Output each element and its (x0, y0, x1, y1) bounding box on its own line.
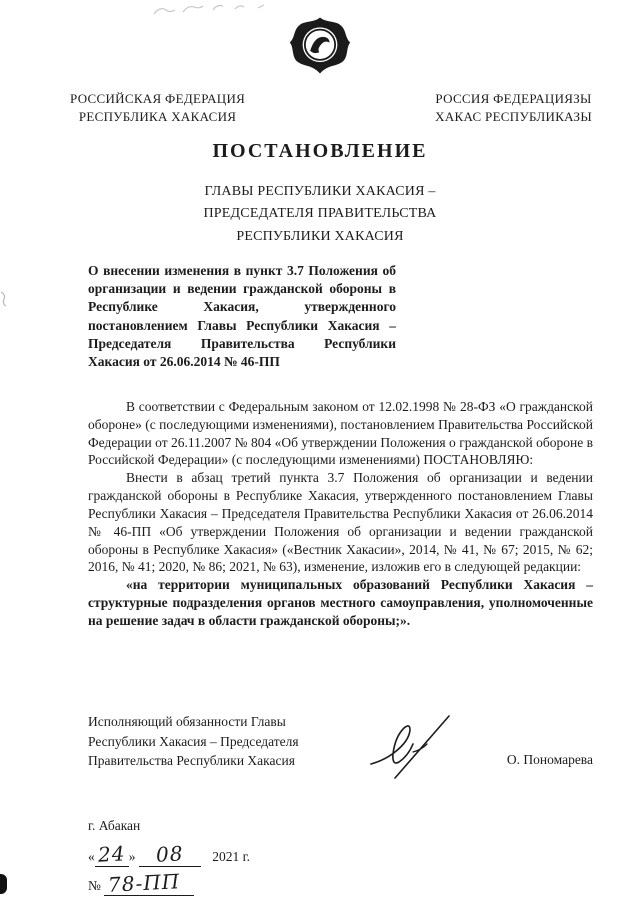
issuing-authority (0, 181, 640, 248)
header-russian (70, 90, 245, 125)
handwritten-day: 24 (97, 841, 127, 867)
body-paragraph-1: В соответствии с Федеральным законом от 12.02.1998 № 28-ФЗ «О гражданской обороне» (с последующими изменениями), постановлением Правительства Российской Федерации от 26.11.2007 № 804 «Об утверждении Положения о гражданской обороне в Российской Федерации» (с последующими изменениями) ПОСТАНОВЛЯЮ: (88, 399, 593, 468)
authority-line3: РЕСПУБЛИКИ ХАКАСИЯ (236, 228, 404, 244)
handwritten-month: 08 (155, 841, 185, 867)
date-year: 2021 г. (212, 849, 251, 864)
signer-position (88, 712, 333, 771)
scan-ink-blot (0, 874, 7, 894)
header-russian-line2: РЕСПУБЛИКА ХАКАСИЯ (78, 108, 237, 124)
signer-position-line2: Республики Хакасия – Председателя (88, 733, 299, 749)
signer-position-line3: Правительства Республики Хакасия (88, 753, 295, 769)
document-body (88, 398, 593, 630)
pencil-annotation (150, 2, 280, 22)
header-khakas (435, 90, 592, 125)
body-paragraph-2: Внести в абзац третий пункта 3.7 Положения об организации и ведении гражданской обороны в Республике Хакасия, утвержденного постановлением Главы Республики Хакасия – Председателя Правительства Республики Хакасия от 26.06.2014 № 46-ПП «Об утверждении Положения об организации и ведении гражданской обороны в Республике Хакасия» («Вестник Хакасии», 2014, № 41, № 67; 2015, № 62; 2016, № 41; 2020, № 86; 2021, № 63), изменение, изложив его в следующей редакции: (88, 470, 593, 575)
authority-line1: ГЛАВЫ РЕСПУБЛИКИ ХАКАСИЯ – (204, 184, 436, 199)
place-of-issue: г. Абакан (88, 818, 141, 833)
date-line (88, 842, 250, 867)
bilingual-header (70, 90, 592, 125)
document-subject: О внесении изменения в пункт 3.7 Положения об организации и ведении гражданской обороны в Республике Хакасия, утвержденного постановлением Главы Республики Хакасия – Председателя Правительства Республики Хакасия от 26.06.2014 № 46-ПП (88, 263, 396, 370)
signer-position-line1: Исполняющий обязанности Главы (88, 714, 286, 729)
header-khakas-line1: РОССИЯ ФЕДЕРАЦИЯЗЫ (435, 91, 592, 106)
handwritten-number: 78-ПП (107, 869, 181, 897)
number-sign: № (88, 878, 101, 893)
edge-pencil-mark (0, 290, 7, 308)
authority-line2: ПРЕДСЕДАТЕЛЯ ПРАВИТЕЛЬСТВА (203, 206, 437, 222)
header-russian-line1: РОССИЙСКАЯ ФЕДЕРАЦИЯ (70, 91, 246, 106)
date-quote-close: » (128, 849, 136, 864)
date-quote-open: « (88, 849, 95, 864)
body-paragraph-3: «на территории муниципальных образований Республики Хакасия – структурные подразделения органов местного самоуправления, уполномоченные на решение задач в области гражданской обороны;». (88, 577, 593, 628)
coat-of-arms-khakassia-icon (282, 16, 358, 78)
handwritten-signature (353, 712, 493, 782)
document-footer (88, 818, 250, 896)
document-type-title: ПОСТАНОВЛЕНИЕ (212, 140, 428, 162)
title-block (0, 140, 640, 248)
number-line (88, 871, 250, 896)
signer-name: О. Пономарева (506, 752, 593, 767)
header-khakas-line2: ХАКАС РЕСПУБЛИКАЗЫ (435, 108, 592, 124)
signature-block (88, 712, 593, 782)
